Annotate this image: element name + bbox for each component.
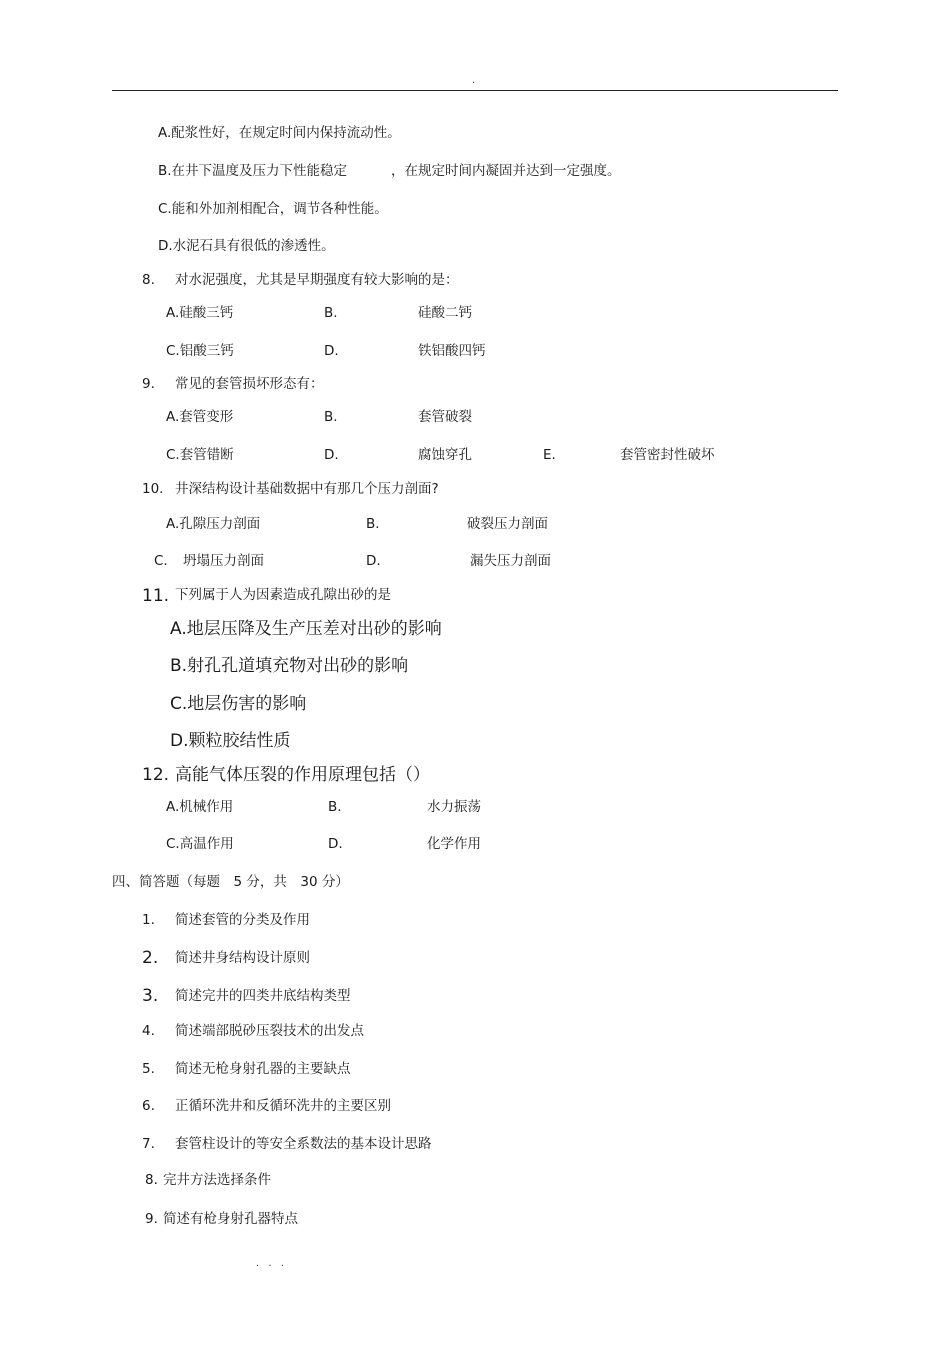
q11-text: 下列属于人为因素造成孔隙出砂的是	[175, 587, 391, 603]
q10-option-c: 坍塌压力剖面	[183, 553, 264, 569]
q11-option-b: B.射孔孔道填充物对出砂的影响	[170, 656, 409, 676]
section4-title: 四、简答题（每题 5 分，共 30 分）	[112, 874, 349, 890]
q10-number: 10.	[142, 481, 164, 497]
q12-option-b: 水力振荡	[427, 799, 481, 815]
s4-item-1-number: 1.	[142, 912, 155, 928]
q10-text: 井深结构设计基础数据中有那几个压力剖面?	[175, 481, 439, 497]
q8-option-b-label: B.	[324, 305, 338, 321]
header-mark: .	[472, 75, 476, 86]
s4-item-1-text: 简述套管的分类及作用	[175, 912, 310, 928]
prev-option-b: B.在井下温度及压力下性能稳定	[158, 163, 348, 179]
q10-option-b-label: B.	[366, 516, 380, 532]
s4-item-7-text: 套管柱设计的等安全系数法的基本设计思路	[175, 1136, 432, 1152]
footer-marks: . . .	[256, 1258, 287, 1269]
q9-option-a: A.套管变形	[166, 409, 234, 425]
q9-option-d-label: D.	[324, 447, 339, 463]
s4-item-2-text: 简述井身结构设计原则	[175, 950, 310, 966]
s4-item-3-number: 3.	[142, 986, 159, 1006]
q8-option-d-label: D.	[324, 343, 339, 359]
q11-option-d: D.颗粒胶结性质	[170, 731, 291, 751]
q12-option-a: A.机械作用	[166, 799, 234, 815]
q8-option-a: A.硅酸三钙	[166, 305, 234, 321]
q10-option-d-label: D.	[366, 553, 381, 569]
q9-option-d: 腐蚀穿孔	[418, 447, 472, 463]
q12-option-d: 化学作用	[427, 836, 481, 852]
s4-item-8-number: 8.	[145, 1172, 158, 1188]
q8-text: 对水泥强度，尤其是早期强度有较大影响的是：	[175, 272, 459, 288]
s4-item-8-text: 完井方法选择条件	[163, 1172, 271, 1188]
q9-option-e-label: E.	[543, 447, 556, 463]
prev-option-c: C.能和外加剂相配合，调节各种性能。	[158, 201, 388, 217]
q9-option-c: C.套管错断	[166, 447, 234, 463]
s4-item-6-number: 6.	[142, 1098, 155, 1114]
s4-item-9-number: 9.	[145, 1211, 158, 1227]
q12-number: 12.	[142, 765, 170, 785]
s4-item-7-number: 7.	[142, 1136, 155, 1152]
q8-option-c: C.铝酸三钙	[166, 343, 234, 359]
q10-option-c-label: C.	[154, 553, 168, 569]
q8-option-d: 铁铝酸四钙	[418, 343, 486, 359]
q12-option-c: C.高温作用	[166, 836, 234, 852]
s4-item-5-text: 简述无枪身射孔器的主要缺点	[175, 1061, 351, 1077]
q12-option-b-label: B.	[328, 799, 342, 815]
s4-item-2-number: 2.	[142, 948, 159, 968]
q11-option-c: C.地层伤害的影响	[170, 694, 307, 714]
prev-option-b-cont: ，在规定时间内凝固并达到一定强度。	[391, 163, 621, 179]
q11-number: 11.	[142, 586, 170, 606]
q9-option-b-label: B.	[324, 409, 338, 425]
s4-item-6-text: 正循环洗井和反循环洗井的主要区别	[175, 1098, 391, 1114]
s4-item-3-text: 简述完井的四类井底结构类型	[175, 988, 351, 1004]
prev-option-a: A.配浆性好，在规定时间内保持流动性。	[158, 125, 401, 141]
q12-text: 高能气体压裂的作用原理包括（）	[175, 765, 430, 785]
q12-option-d-label: D.	[328, 836, 343, 852]
s4-item-4-text: 简述端部脱砂压裂技术的出发点	[175, 1023, 364, 1039]
s4-item-5-number: 5.	[142, 1061, 155, 1077]
q9-number: 9.	[142, 376, 155, 392]
s4-item-9-text: 简述有枪身射孔器特点	[163, 1211, 298, 1227]
q8-number: 8.	[142, 272, 155, 288]
q9-option-e: 套管密封性破坏	[620, 447, 715, 463]
q9-text: 常见的套管损坏形态有：	[175, 376, 324, 392]
q10-option-a: A.孔隙压力剖面	[166, 516, 261, 532]
q8-option-b: 硅酸二钙	[418, 305, 472, 321]
q9-option-b: 套管破裂	[418, 409, 472, 425]
q10-option-b: 破裂压力剖面	[467, 516, 548, 532]
s4-item-4-number: 4.	[142, 1023, 155, 1039]
q10-option-d: 漏失压力剖面	[470, 553, 551, 569]
prev-option-d: D.水泥石具有很低的渗透性。	[158, 238, 335, 254]
header-rule	[112, 90, 838, 91]
q11-option-a: A.地层压降及生产压差对出砂的影响	[170, 619, 442, 639]
